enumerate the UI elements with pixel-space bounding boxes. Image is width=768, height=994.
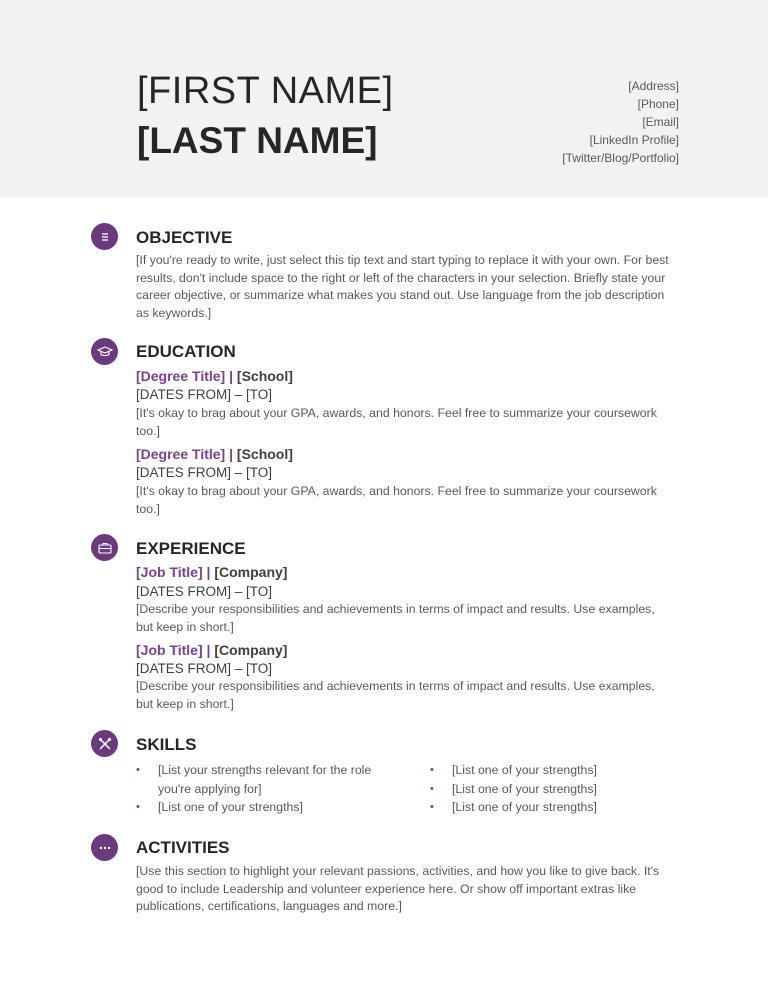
list-item[interactable] [136,798,386,817]
education-title: EDUCATION [136,342,236,361]
skill-text: [List one of your strengths] [452,800,597,814]
objective-title: OBJECTIVE [136,228,233,247]
bullet: • [430,801,434,813]
education-entry-2-title [136,446,293,462]
contact-address[interactable]: [Address] [628,79,679,93]
graduation-cap-icon [91,338,118,365]
separator: | [206,564,211,580]
separator: | [229,446,234,462]
education-entry-1-description[interactable]: [It's okay to brag about your GPA, awards, and honors. Feel free to summarize your coursework too.] [136,406,657,438]
experience-entry-1-dates[interactable]: [DATES FROM] – [TO] [136,584,273,599]
skill-text: [List your strengths relevant for the role you're applying for] [158,763,372,796]
experience-entry-1-title [136,564,287,580]
company[interactable]: [Company] [214,642,288,658]
first-name[interactable]: [FIRST NAME] [137,70,394,112]
bullet: • [136,801,140,813]
contact-linkedin[interactable]: [LinkedIn Profile] [589,133,679,147]
experience-entry-1-description[interactable]: [Describe your responsibilities and achievements in terms of impact and results. Use examples, but keep in short.] [136,602,655,634]
school[interactable]: [School] [236,446,293,462]
degree-title[interactable]: [Degree Title] [136,368,226,384]
education-entry-1-title [136,368,293,384]
list-item[interactable] [430,780,670,799]
list-icon [91,223,118,250]
objective-text[interactable]: [If you're ready to write, just select this tip text and start typing to replace it with your own. For best results, don't include space to the right or left of the characters in your selection. Briefly state your career objective, or summarize what makes you stand out. Use language from the job description as keywords.] [136,253,669,320]
experience-entry-2-dates[interactable]: [DATES FROM] – [TO] [136,661,273,676]
skills-left-list [136,761,386,817]
education-entry-2-description[interactable]: [It's okay to brag about your GPA, awards, and honors. Feel free to summarize your coursework too.] [136,484,657,516]
last-name[interactable]: [LAST NAME] [137,120,378,161]
job-title[interactable]: [Job Title] [136,564,203,580]
experience-entry-2-description[interactable]: [Describe your responsibilities and achievements in terms of impact and results. Use examples, but keep in short.] [136,679,655,711]
degree-title[interactable]: [Degree Title] [136,446,226,462]
bullet: • [430,782,434,795]
skills-right-list [430,761,670,817]
skill-text: [List one of your strengths] [452,781,597,796]
tools-icon [91,730,118,757]
list-item[interactable] [430,761,670,780]
skills-title: SKILLS [136,735,197,754]
experience-entry-2-title [136,642,287,658]
bullet: • [430,764,434,776]
briefcase-icon [91,534,118,561]
skill-text: [List one of your strengths] [158,800,303,814]
contact-email[interactable]: [Email] [642,115,679,129]
activities-text[interactable]: [Use this section to highlight your relevant passions, activities, and how you like to give back. It's good to include Leadership and volunteer experience here. Or show off important extras like publications, certifications, languages and more.] [136,864,660,913]
company[interactable]: [Company] [214,564,288,580]
contact-phone[interactable]: [Phone] [637,97,679,111]
job-title[interactable]: [Job Title] [136,642,203,658]
school[interactable]: [School] [236,368,293,384]
list-item[interactable] [430,798,670,817]
education-entry-1-dates[interactable]: [DATES FROM] – [TO] [136,387,273,402]
education-entry-2-dates[interactable]: [DATES FROM] – [TO] [136,465,273,480]
skill-text: [List one of your strengths] [452,763,597,777]
separator: | [229,368,234,384]
header-band [0,0,768,197]
experience-title: EXPERIENCE [136,539,246,558]
bullet: • [136,764,140,776]
contact-portfolio[interactable]: [Twitter/Blog/Portfolio] [562,151,679,165]
separator: | [206,642,211,658]
list-item[interactable] [136,761,386,798]
contact-block [562,77,679,167]
activities-title: ACTIVITIES [136,838,230,857]
more-dots-icon [91,834,118,861]
